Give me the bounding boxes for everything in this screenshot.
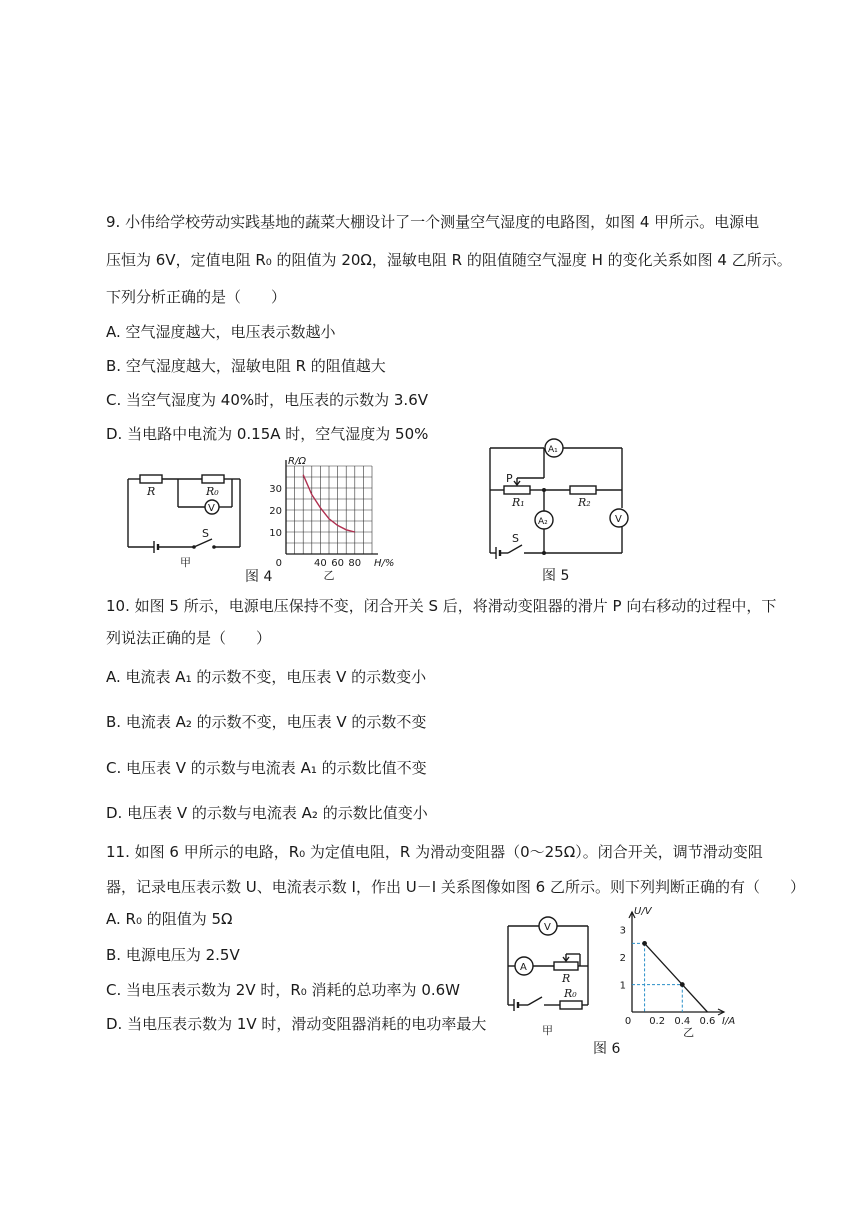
y-axis-label: R/Ω <box>288 456 306 467</box>
q10-option-b: B. 电流表 A₂ 的示数不变，电压表 V 的示数不变 <box>106 713 427 731</box>
q11-option-d: D. 当电压表示数为 1V 时，滑动变阻器消耗的电功率最大 <box>106 1015 487 1033</box>
y-axis-label: U/V <box>634 906 652 917</box>
q9-line-3: 下列分析正确的是（ ） <box>106 288 287 306</box>
fig6-yi-chart <box>612 900 742 1039</box>
q10-option-c: C. 电压表 V 的示数与电流表 A₁ 的示数比值不变 <box>106 759 427 777</box>
x-tick-label: 0.6 <box>699 1016 716 1027</box>
data-point <box>642 941 647 946</box>
junction-node-bottom <box>542 551 546 555</box>
u-i-line <box>645 943 708 1012</box>
q9-option-b: B. 空气湿度越大，湿敏电阻 R 的阻值越大 <box>106 357 386 375</box>
y-tick-label: 2 <box>619 953 626 965</box>
x-tick-label: 80 <box>348 558 362 569</box>
fig4-caption: 图 4 <box>245 569 273 585</box>
resistor-r0-label: R₀ <box>206 485 219 498</box>
q9-option-a: A. 空气湿度越大，电压表示数越小 <box>106 323 336 341</box>
q11-line-2: 器，记录电压表示数 U、电流表示数 I，作出 U－I 关系图像如图 6 乙所示。则下列判断正确的有（ ） <box>106 878 805 896</box>
q9-line-2: 压恒为 6V，定值电阻 R₀ 的阻值为 20Ω，湿敏电阻 R 的阻值随空气湿度 H 的变化关系如图 4 乙所示。 <box>106 251 792 269</box>
x-tick-label: 0.2 <box>649 1016 666 1027</box>
fig4-jia-circuit <box>120 465 250 570</box>
q9-line-1: 9. 小伟给学校劳动实践基地的蔬菜大棚设计了一个测量空气湿度的电路图，如图 4 甲所示。电源电 <box>106 213 760 231</box>
q11-option-b: B. 电源电压为 2.5V <box>106 946 240 964</box>
q10-line-1: 10. 如图 5 所示，电源电压保持不变，闭合开关 S 后，将滑动变阻器的滑片 P 向右移动的过程中，下 <box>106 597 777 615</box>
q11-line-1: 11. 如图 6 甲所示的电路，R₀ 为定值电阻，R 为滑动变阻器（0～25Ω）。闭合开关，调节滑动变阻 <box>106 843 763 861</box>
switch-label: S <box>512 532 519 545</box>
junction-node <box>542 488 546 492</box>
resistor-r-label: R <box>562 972 571 985</box>
fig5-caption: 图 5 <box>542 568 570 584</box>
voltmeter-label: V <box>615 514 622 525</box>
y-tick-label: 3 <box>619 925 626 937</box>
fig4-yi-chart <box>262 448 395 582</box>
origin-label: 0 <box>275 558 282 569</box>
x-tick-label: 0.4 <box>674 1016 691 1027</box>
q10-line-2: 列说法正确的是（ ） <box>106 629 272 647</box>
x-axis-label: I/A <box>722 1016 736 1027</box>
slider-p-label: P <box>506 472 513 485</box>
x-axis-label: H/% <box>374 558 395 569</box>
voltmeter-label: V <box>544 922 551 933</box>
fig6-yi-label: 乙 <box>683 1026 695 1039</box>
resistor-r2-label: R₂ <box>578 496 591 509</box>
data-point <box>680 982 685 987</box>
y-tick-label: 30 <box>269 484 282 495</box>
y-tick-label: 10 <box>269 528 282 539</box>
x-tick-label: 60 <box>331 558 344 569</box>
y-tick-label: 20 <box>269 506 282 517</box>
switch-label: S <box>202 527 209 540</box>
fig5-circuit <box>482 438 642 563</box>
q10-option-d: D. 电压表 V 的示数与电流表 A₂ 的示数比值变小 <box>106 804 428 822</box>
q9-option-c: C. 当空气湿度为 40%时，电压表的示数为 3.6V <box>106 391 429 409</box>
q11-option-a: A. R₀ 的阻值为 5Ω <box>106 910 233 928</box>
fig6-jia-label: 甲 <box>542 1024 553 1037</box>
ammeter-label: A <box>520 962 527 973</box>
y-tick-label: 1 <box>619 980 626 992</box>
ammeter-a2-label: A₂ <box>538 517 548 527</box>
switch-contact <box>212 545 216 549</box>
switch-pivot <box>192 545 196 549</box>
fig4-jia-label: 甲 <box>180 556 191 569</box>
x-tick-label: 40 <box>314 558 327 569</box>
fig4-yi-label: 乙 <box>323 569 335 582</box>
q10-option-a: A. 电流表 A₁ 的示数不变，电压表 V 的示数变小 <box>106 668 427 686</box>
fig6-caption: 图 6 <box>593 1041 621 1057</box>
ammeter-a1-label: A₁ <box>548 445 558 455</box>
voltmeter-label: V <box>208 503 215 514</box>
resistor-r-label: R <box>147 485 156 498</box>
q11-option-c: C. 当电压表示数为 2V 时，R₀ 消耗的总功率为 0.6W <box>106 981 461 999</box>
q9-option-d: D. 当电路中电流为 0.15A 时，空气湿度为 50% <box>106 425 429 443</box>
fig6-jia-circuit <box>502 910 602 1040</box>
x-tick-label: 0 <box>624 1016 632 1027</box>
resistor-r0-label: R₀ <box>564 987 577 1000</box>
resistor-r1-label: R₁ <box>512 496 525 509</box>
